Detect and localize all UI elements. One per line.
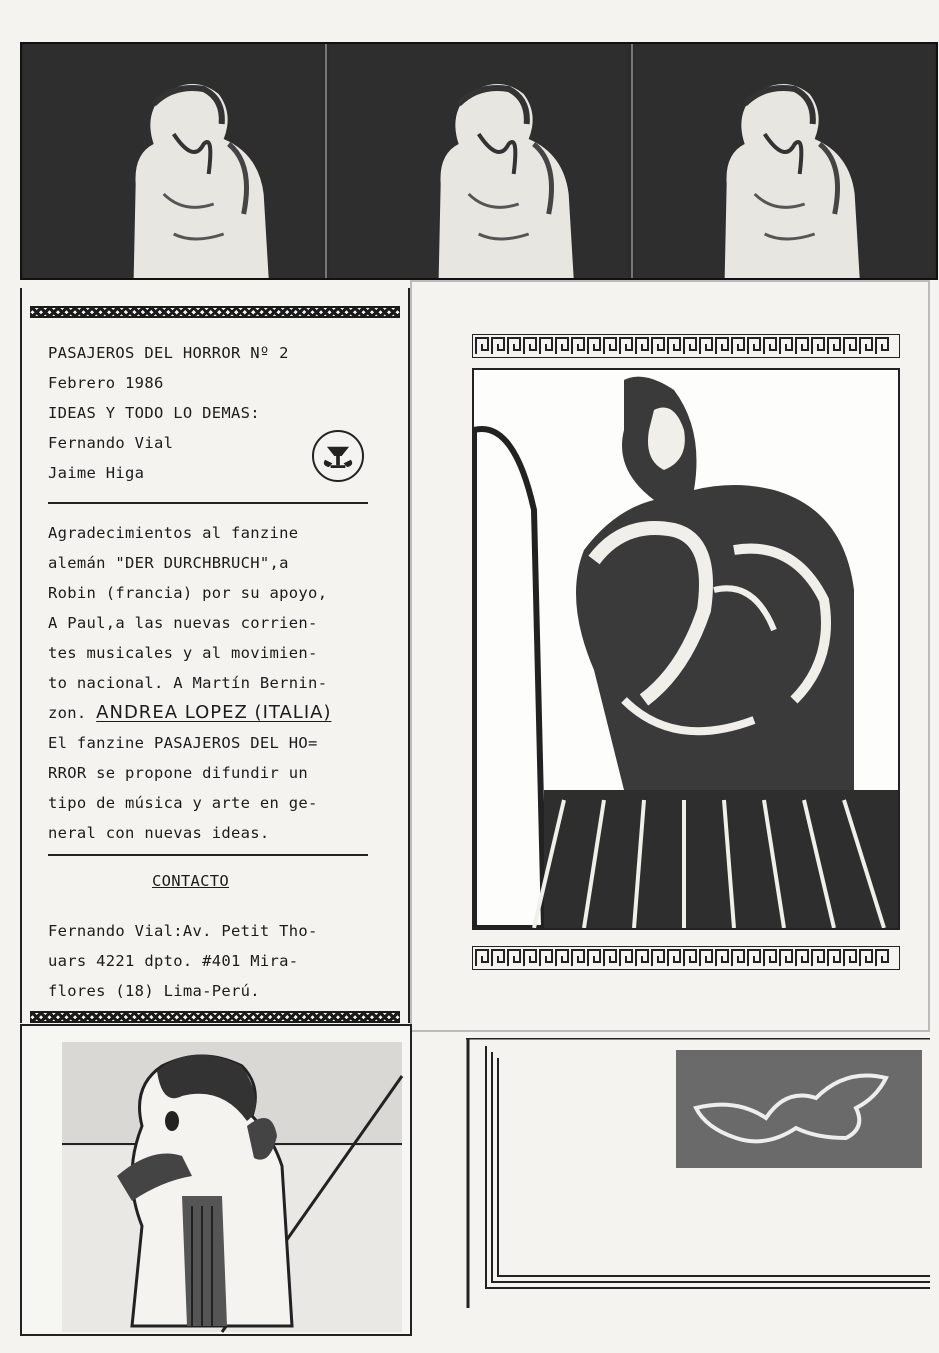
crying-figure-icon (327, 44, 630, 278)
mission-line: neral con nuevas ideas. (48, 824, 270, 842)
seated-figure-illustration (472, 368, 900, 930)
mission-line: tipo de música y arte en ge- (48, 794, 318, 812)
divider (48, 502, 368, 504)
banner-figure-3 (633, 44, 936, 278)
thanks-line: alemán "DER DURCHBRUCH",a (48, 554, 289, 572)
editorial-column (20, 288, 410, 1023)
contact-line: Fernando Vial:Av. Petit Tho- (48, 922, 318, 940)
contact-heading: CONTACTO (152, 872, 230, 890)
thanks-line: Robin (francia) por su apoyo, (48, 584, 328, 602)
masthead (48, 338, 289, 488)
divider (48, 854, 368, 856)
thanks-line: tes musicales y al movimien- (48, 644, 318, 662)
top-banner (20, 42, 938, 280)
thanks-line: zon. (48, 704, 87, 722)
contact-line: flores (18) Lima-Perú. (48, 982, 260, 1000)
masthead-credits-label: IDEAS Y TODO LO DEMAS: (48, 404, 260, 422)
greek-key-border-top (472, 334, 900, 358)
masthead-date: Febrero 1986 (48, 374, 164, 392)
screaming-woman-illustration (20, 1024, 412, 1336)
crying-figure-icon (633, 44, 936, 278)
banner-figure-1 (22, 44, 327, 278)
mission-line: RROR se propone difundir un (48, 764, 309, 782)
banner-figure-2 (327, 44, 632, 278)
acknowledgements (48, 518, 331, 848)
thanks-line: to nacional. A Martín Bernin- (48, 674, 328, 692)
checker-border-top (30, 306, 400, 318)
thanks-line: A Paul,a las nuevas corrien- (48, 614, 318, 632)
greek-key-border-bottom (472, 946, 900, 970)
masthead-title: PASAJEROS DEL HORROR Nº 2 (48, 344, 289, 362)
thanks-line: Agradecimientos al fanzine (48, 524, 299, 542)
crying-figure-icon (22, 44, 325, 278)
body-outline-illustration (466, 1038, 930, 1308)
contact-line: uars 4221 dpto. #401 Mira- (48, 952, 299, 970)
handwritten-note: ANDREA LOPEZ (ITALIA) (96, 702, 332, 723)
goblet-emblem-icon (312, 430, 364, 482)
masthead-editor-2: Jaime Higa (48, 464, 145, 482)
contact-address (48, 916, 318, 1006)
checker-border-bottom (30, 1011, 400, 1023)
masthead-editor-1: Fernando Vial (48, 434, 174, 452)
mission-line: El fanzine PASAJEROS DEL HO= (48, 734, 318, 752)
